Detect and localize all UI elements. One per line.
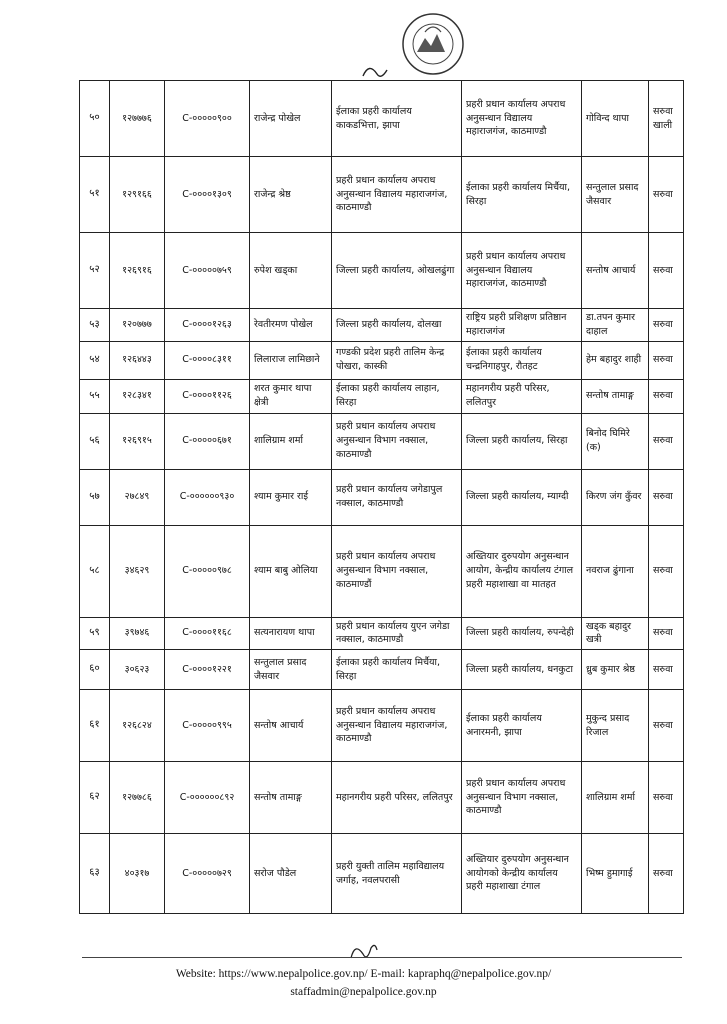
employee-name: सन्तोष आचार्य bbox=[250, 690, 332, 762]
service-code: C-०००००९९५ bbox=[165, 690, 250, 762]
transfer-office: राष्ट्रिय प्रहरी प्रशिक्षण प्रतिष्ठान महाराजगंज bbox=[462, 309, 582, 342]
serial-number: ५६ bbox=[80, 413, 110, 469]
table-row bbox=[80, 617, 684, 650]
serial-number: ५७ bbox=[80, 469, 110, 525]
employee-id: १२७७७६ bbox=[110, 81, 165, 157]
employee-id: १२६८२४ bbox=[110, 690, 165, 762]
transfer-office: जिल्ला प्रहरी कार्यालय, धनकुटा bbox=[462, 650, 582, 690]
employee-name: रेवतीरमण पोखेल bbox=[250, 309, 332, 342]
signature-mark bbox=[345, 936, 405, 966]
current-office: जिल्ला प्रहरी कार्यालय, ओखलढुंगा bbox=[332, 233, 462, 309]
employee-id: २७८४९ bbox=[110, 469, 165, 525]
transfer-office: प्रहरी प्रधान कार्यालय अपराध अनुसन्धान विभाग नक्साल, काठमाण्डौ bbox=[462, 762, 582, 834]
employee-id: १२६९१६ bbox=[110, 233, 165, 309]
transfer-office: प्रहरी प्रधान कार्यालय अपराध अनुसन्धान विद्यालय महाराजगंज, काठमाण्डौ bbox=[462, 81, 582, 157]
replacement-name: नवराज ढुंगाना bbox=[582, 525, 649, 617]
remark: सरुवा bbox=[649, 233, 684, 309]
service-code: C-०००००७२९ bbox=[165, 834, 250, 914]
current-office: प्रहरी प्रधान कार्यालय अपराध अनुसन्धान विभाग नक्साल, काठमाण्डौ bbox=[332, 413, 462, 469]
current-office: प्रहरी युक्ती तालिम महाविद्यालय जर्गाह, नवलपरासी bbox=[332, 834, 462, 914]
replacement-name: सन्तोष आचार्य bbox=[582, 233, 649, 309]
employee-id: ३९७४६ bbox=[110, 617, 165, 650]
current-office: प्रहरी प्रधान कार्यालय अपराध अनुसन्धान विद्यालय महाराजगंज, काठमाण्डौ bbox=[332, 690, 462, 762]
transfer-office: अख्तियार दुरुपयोग अनुसन्धान आयोग, केन्द्रीय कार्यालय टंगाल प्रहरी महाशाखा वा मातहत bbox=[462, 525, 582, 617]
employee-id: ४०३१७ bbox=[110, 834, 165, 914]
transfer-table bbox=[79, 80, 684, 914]
transfer-office: जिल्ला प्रहरी कार्यालय, म्याग्दी bbox=[462, 469, 582, 525]
employee-name: राजेन्द्र श्रेष्ठ bbox=[250, 157, 332, 233]
replacement-name: किरण जंग कुँवर bbox=[582, 469, 649, 525]
remark: सरुवा bbox=[649, 525, 684, 617]
signature-icon bbox=[363, 68, 387, 76]
remark: सरुवा bbox=[649, 341, 684, 379]
serial-number: ६३ bbox=[80, 834, 110, 914]
current-office: ईलाका प्रहरी कार्यालय काकडभित्ता, झापा bbox=[332, 81, 462, 157]
service-code: C-००००००८९२ bbox=[165, 762, 250, 834]
footer bbox=[0, 966, 727, 1002]
serial-number: ६० bbox=[80, 650, 110, 690]
table-row bbox=[80, 525, 684, 617]
employee-name: शालिग्राम शर्मा bbox=[250, 413, 332, 469]
current-office: जिल्ला प्रहरी कार्यालय, दोलखा bbox=[332, 309, 462, 342]
service-code: C-०००००६७१ bbox=[165, 413, 250, 469]
service-code: C-००००८३११ bbox=[165, 341, 250, 379]
remark: सरुवा bbox=[649, 762, 684, 834]
employee-id: १२८३४१ bbox=[110, 379, 165, 413]
table-row bbox=[80, 413, 684, 469]
service-code: C-००००११२६ bbox=[165, 379, 250, 413]
serial-number: ५४ bbox=[80, 341, 110, 379]
table-row bbox=[80, 157, 684, 233]
table-row bbox=[80, 762, 684, 834]
employee-name: लिलाराज लामिछाने bbox=[250, 341, 332, 379]
replacement-name: गोविन्द थापा bbox=[582, 81, 649, 157]
employee-id: ३४६२९ bbox=[110, 525, 165, 617]
table-row bbox=[80, 650, 684, 690]
current-office: ईलाका प्रहरी कार्यालय मिर्चैया, सिरहा bbox=[332, 650, 462, 690]
service-code: C-००००००९३० bbox=[165, 469, 250, 525]
table-row bbox=[80, 834, 684, 914]
employee-name: सन्तुलाल प्रसाद जैसवार bbox=[250, 650, 332, 690]
service-code: C-००००११६८ bbox=[165, 617, 250, 650]
serial-number: ५३ bbox=[80, 309, 110, 342]
table-row bbox=[80, 233, 684, 309]
footer-divider bbox=[82, 957, 682, 958]
employee-name: शरत कुमार थापा क्षेत्री bbox=[250, 379, 332, 413]
replacement-name: डा.तपन कुमार दाहाल bbox=[582, 309, 649, 342]
transfer-office: अख्तियार दुरुपयोग अनुसन्धान आयोगको केन्द्रीय कार्यालय प्रहरी महाशाखा टंगाल bbox=[462, 834, 582, 914]
current-office: प्रहरी प्रधान कार्यालय अपराध अनुसन्धान विभाग नक्साल, काठमाण्डौं bbox=[332, 525, 462, 617]
table-row bbox=[80, 309, 684, 342]
serial-number: ६२ bbox=[80, 762, 110, 834]
employee-name: श्याम बाबु ओलिया bbox=[250, 525, 332, 617]
remark: सरुवा खाली bbox=[649, 81, 684, 157]
service-code: C-००००१३०९ bbox=[165, 157, 250, 233]
remark: सरुवा bbox=[649, 413, 684, 469]
serial-number: ५५ bbox=[80, 379, 110, 413]
table-row bbox=[80, 469, 684, 525]
employee-name: सन्तोष तामाङ्ग bbox=[250, 762, 332, 834]
serial-number: ५० bbox=[80, 81, 110, 157]
table-row bbox=[80, 341, 684, 379]
transfer-office: प्रहरी प्रधान कार्यालय अपराध अनुसन्धान विद्यालय महाराजगंज, काठमाण्डौ bbox=[462, 233, 582, 309]
employee-id: ३०६२३ bbox=[110, 650, 165, 690]
remark: सरुवा bbox=[649, 690, 684, 762]
replacement-name: खड्क बहादुर खत्री bbox=[582, 617, 649, 650]
remark: सरुवा bbox=[649, 157, 684, 233]
transfer-office: जिल्ला प्रहरी कार्यालय, रुपन्देही bbox=[462, 617, 582, 650]
employee-name: सत्यनारायण थापा bbox=[250, 617, 332, 650]
current-office: गण्डकी प्रदेश प्रहरी तालिम केन्द्र पोखरा, कास्की bbox=[332, 341, 462, 379]
replacement-name: सन्तुलाल प्रसाद जैसवार bbox=[582, 157, 649, 233]
table-row bbox=[80, 690, 684, 762]
replacement-name: हेम बहादुर शाही bbox=[582, 341, 649, 379]
employee-id: १२७७८६ bbox=[110, 762, 165, 834]
employee-id: १२६९१५ bbox=[110, 413, 165, 469]
replacement-name: शालिग्राम शर्मा bbox=[582, 762, 649, 834]
transfer-office: जिल्ला प्रहरी कार्यालय, सिरहा bbox=[462, 413, 582, 469]
employee-name: राजेन्द्र पोखेल bbox=[250, 81, 332, 157]
remark: सरुवा bbox=[649, 379, 684, 413]
employee-id: १२०७७७ bbox=[110, 309, 165, 342]
footer-contact: Website: https://www.nepalpolice.gov.np/ E-mail: kapraphq@nepalpolice.gov.np/ bbox=[175, 968, 552, 980]
transfer-office: महानगरीय प्रहरी परिसर, ललितपुर bbox=[462, 379, 582, 413]
serial-number: ५८ bbox=[80, 525, 110, 617]
service-code: C-००००१२६३ bbox=[165, 309, 250, 342]
service-code: C-०००००९०० bbox=[165, 81, 250, 157]
footer-email: staffadmin@nepalpolice.gov.np bbox=[290, 985, 437, 998]
employee-name: श्याम कुमार राई bbox=[250, 469, 332, 525]
replacement-name: भिष्म हुमागाई bbox=[582, 834, 649, 914]
remark: सरुवा bbox=[649, 617, 684, 650]
serial-number: ५१ bbox=[80, 157, 110, 233]
table-row bbox=[80, 379, 684, 413]
current-office: प्रहरी प्रधान कार्यालय जगेडापुल नक्साल, काठमाण्डौ bbox=[332, 469, 462, 525]
replacement-name: ध्रुब कुमार श्रेष्ठ bbox=[582, 650, 649, 690]
replacement-name: मुकुन्द प्रसाद रिजाल bbox=[582, 690, 649, 762]
remark: सरुवा bbox=[649, 309, 684, 342]
service-code: C-००००१२२१ bbox=[165, 650, 250, 690]
transfer-office: ईलाका प्रहरी कार्यालय अनारमनी, झापा bbox=[462, 690, 582, 762]
remark: सरुवा bbox=[649, 834, 684, 914]
remark: सरुवा bbox=[649, 650, 684, 690]
current-office: ईलाका प्रहरी कार्यालय लाहान, सिरहा bbox=[332, 379, 462, 413]
employee-id: १२९१६६ bbox=[110, 157, 165, 233]
current-office: प्रहरी प्रधान कार्यालय अपराध अनुसन्धान विद्यालय महाराजगंज, काठमाण्डौ bbox=[332, 157, 462, 233]
current-office: प्रहरी प्रधान कार्यालय युएन जगेडा नक्साल, काठमाण्डौ bbox=[332, 617, 462, 650]
service-code: C-०००००७५९ bbox=[165, 233, 250, 309]
remark: सरुवा bbox=[649, 469, 684, 525]
serial-number: ५९ bbox=[80, 617, 110, 650]
serial-number: ६१ bbox=[80, 690, 110, 762]
replacement-name: बिनोद घिमिरे (क) bbox=[582, 413, 649, 469]
current-office: महानगरीय प्रहरी परिसर, ललितपुर bbox=[332, 762, 462, 834]
employee-id: १२६४४३ bbox=[110, 341, 165, 379]
table-row bbox=[80, 81, 684, 157]
service-code: C-०००००९७८ bbox=[165, 525, 250, 617]
replacement-name: सन्तोष तामाङ्ग bbox=[582, 379, 649, 413]
employee-name: सरोज पौडेल bbox=[250, 834, 332, 914]
transfer-office: ईलाका प्रहरी कार्यालय मिर्चैया, सिरहा bbox=[462, 157, 582, 233]
transfer-office: ईलाका प्रहरी कार्यालय चन्द्रनिगाहपुर, रौतहट bbox=[462, 341, 582, 379]
serial-number: ५२ bbox=[80, 233, 110, 309]
employee-name: रुपेश खड्का bbox=[250, 233, 332, 309]
